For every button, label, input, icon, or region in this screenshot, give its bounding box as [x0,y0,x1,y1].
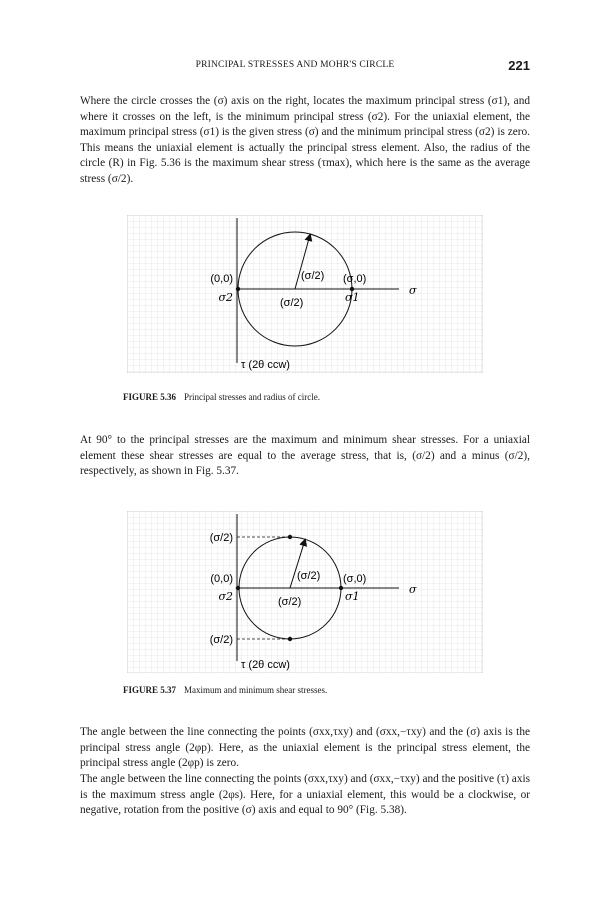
caption-figure-5-37 [123,685,327,695]
grid-background [127,511,483,673]
paragraph-2: At 90° to the principal stresses are the maximum and minimum shear stresses. For a uniaxial element these shear stresses are equal to the average stress, that is, (σ/2) and a minus (σ/2), respectively, as shown in Fig. 5.37. [80,434,530,478]
caption-number: FIGURE 5.36 [123,392,177,402]
label-top: (σ/2) [209,532,233,544]
paragraph-4: The angle between the line connecting the points (σxx,τxy) and (σxx,−τxy) and the positive (τ) axis is the maximum stress angle (2φs). Here, for a uniaxial element, this would be a clockwise, or negative, rotation from the positive (σ) axis and equal to 90° (Fig. 5.38). [80,773,530,817]
label-tau-axis: τ (2θ ccw) [241,359,290,371]
page-header [80,58,530,74]
label-origin: (0,0) [210,573,233,585]
page-number: 221 [508,58,530,73]
figure-5-37-mohr-circle [127,511,483,673]
point-origin [236,586,240,590]
label-sigma1: σ1 [345,590,360,603]
caption-text: Principal stresses and radius of circle. [184,392,320,402]
label-sigma1: σ1 [345,291,360,304]
label-radius: (σ/2) [297,570,321,582]
label-bottom: (σ/2) [209,634,233,646]
label-sigma-axis: σ [409,583,417,596]
point-top [288,535,292,539]
running-head: PRINCIPAL STRESSES AND MOHR'S CIRCLE [195,60,395,70]
grid-background [127,215,483,373]
label-sigma2: σ2 [218,590,233,603]
paragraph-1: Where the circle crosses the (σ) axis on the right, locates the maximum principal stress (σ1), and where it crosses on the left, is the minimum principal stress (σ2). For the uniaxial element, the maximum principal stress (σ1) is the given stress (σ) and the minimum principal stress (σ2) is zero. This means the uniaxial element is actually the principal stress element. Also, the radius of the circle (R) in Fig. 5.36 is the maximum shear stress (τmax), which here is the same as the average stress (σ/2). [80,95,530,185]
paragraph-3: The angle between the line connecting the points (σxx,τxy) and (σxx,−τxy) and the (σ) axis is the principal stress angle (2φp). Here, as the uniaxial element is the principal stress element, the principal stress angle (2φp) is zero. [80,726,530,770]
label-radius: (σ/2) [301,270,325,282]
label-center: (σ/2) [280,297,304,309]
label-tau-axis: τ (2θ ccw) [241,659,290,671]
label-origin: (0,0) [210,273,233,285]
label-center: (σ/2) [278,596,302,608]
point-bottom [288,637,292,641]
label-point: (σ,0) [343,273,367,285]
figure-5-36-mohr-circle [127,215,483,373]
label-point: (σ,0) [343,573,367,585]
caption-number: FIGURE 5.37 [123,685,177,695]
caption-text: Maximum and minimum shear stresses. [184,685,328,695]
point-origin [236,287,240,291]
caption-figure-5-36 [123,392,320,402]
point-sigma [339,586,343,590]
label-sigma-axis: σ [409,284,417,297]
label-sigma2: σ2 [218,291,233,304]
